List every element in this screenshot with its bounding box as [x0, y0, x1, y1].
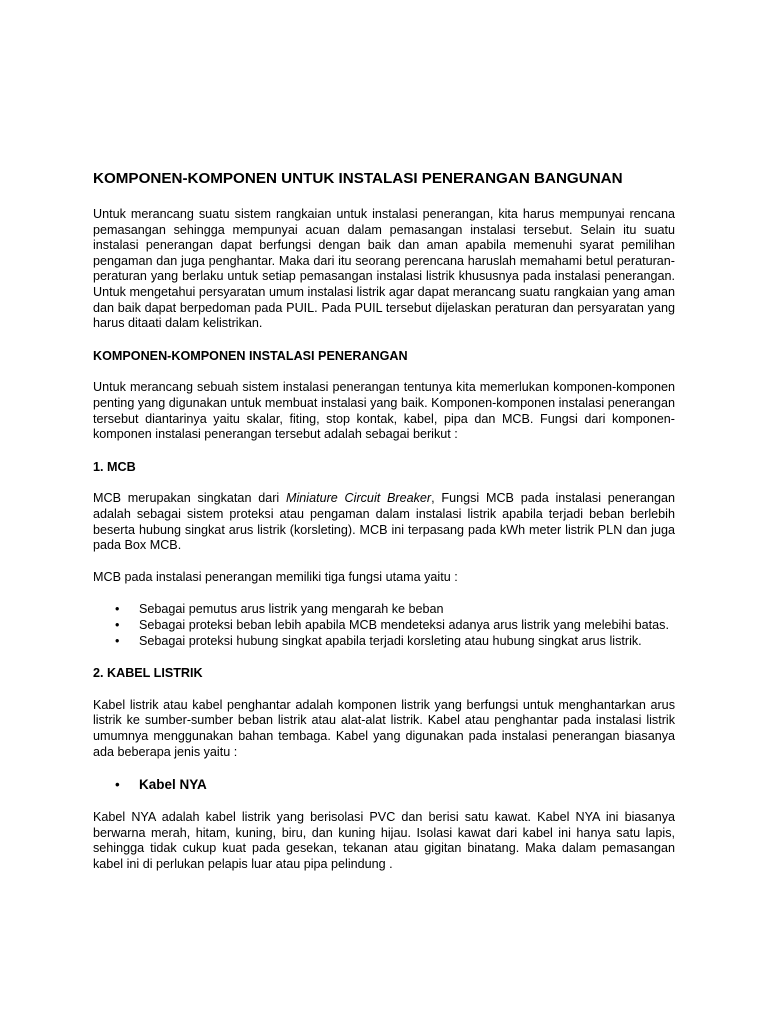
kabel-paragraph: Kabel listrik atau kabel penghantar adalah komponen listrik yang berfungsi untuk menghantarkan arus listrik ke sumber-sumber beban listrik atau alat-alat listrik. Kabel atau penghantar pada instalasi listrik umumnya menggunakan bahan tembaga. Kabel yang digunakan pada instalasi penerangan biasanya ada beberapa jenis yaitu :	[93, 697, 675, 759]
list-item: • Sebagai pemutus arus listrik yang mengarah ke beban	[93, 601, 675, 617]
document-title: KOMPONEN-KOMPONEN UNTUK INSTALASI PENERANGAN BANGUNAN	[93, 170, 623, 187]
intro-paragraph: Untuk merancang suatu sistem rangkaian untuk instalasi penerangan, kita harus mempunyai rencana pemasangan sehingga mempunyai acuan dalam pemasangan instalasi tersebut. Selain itu suatu instalasi penerangan dapat berfungsi dengan baik dan aman apabila memenuhi syarat pemilihan pengaman dan juga penghantar. Maka dari itu seorang perencana haruslah memahami betul peraturan-peraturan yang berlaku untuk setiap pemasangan instalasi listrik khususnya pada instalasi penerangan. Untuk mengetahui persyaratan umum instalasi listrik agar dapat merancang suatu rangkaian yang aman dan baik dapat berpedoman pada PUIL. Pada PUIL tersebut dijelaskan peraturan dan persyaratan yang harus ditaati dalam kelistrikan.	[93, 207, 675, 331]
mcb-heading: 1. MCB	[93, 459, 136, 474]
kabel-heading: 2. KABEL LISTRIK	[93, 666, 203, 681]
mcb-functions-list	[93, 601, 675, 649]
document-content	[93, 166, 675, 873]
list-item: • Sebagai proteksi beban lebih apabila MCB mendeteksi adanya arus listrik yang melebihi batas.	[93, 617, 675, 633]
kabel-types-list	[93, 776, 675, 794]
mcb-paragraph	[93, 491, 675, 553]
mcb-paragraph-start: MCB merupakan singkatan dari	[93, 491, 286, 506]
section-heading: KOMPONEN-KOMPONEN INSTALASI PENERANGAN	[93, 348, 408, 363]
kabel-nya-label: • Kabel NYA	[93, 776, 675, 794]
mcb-paragraph-end: , Fungsi MCB pada instalasi penerangan adalah sebagai sistem proteksi atau pengaman dalam instalasi listrik apabila terjadi beban berlebih beserta hubung singkat arus listrik (korsleting). MCB ini terpasang pada kWh meter listrik PLN dan juga pada Box MCB.	[93, 491, 675, 553]
mcb-paragraph-italic: Miniature Circuit Breaker	[285, 491, 432, 506]
kabel-nya-paragraph: Kabel NYA adalah kabel listrik yang berisolasi PVC dan berisi satu kawat. Kabel NYA ini biasanya berwarna merah, hitam, kuning, biru, dan kuning hijau. Isolasi kawat dari kabel ini hanya satu lapis, sehingga tidak cukup kuat pada gesekan, tekanan atau gigitan binatang. Maka dalam pemasangan kabel ini di perlukan pelapis luar atau pipa pelindung .	[93, 810, 675, 872]
list-item: • Sebagai proteksi hubung singkat apabila terjadi korsleting atau hubung singkat arus listrik.	[93, 633, 675, 649]
section-paragraph: Untuk merancang sebuah sistem instalasi penerangan tentunya kita memerlukan komponen-komponen penting yang digunakan untuk membuat instalasi yang baik. Komponen-komponen instalasi penerangan tersebut diantarinya yaitu skalar, fiting, stop kontak, kabel, pipa dan MCB. Fungsi dari komponen-komponen instalasi penerangan tersebut adalah sebagai berikut :	[93, 380, 675, 442]
mcb-functions-intro: MCB pada instalasi penerangan memiliki tiga fungsi utama yaitu :	[93, 569, 458, 584]
